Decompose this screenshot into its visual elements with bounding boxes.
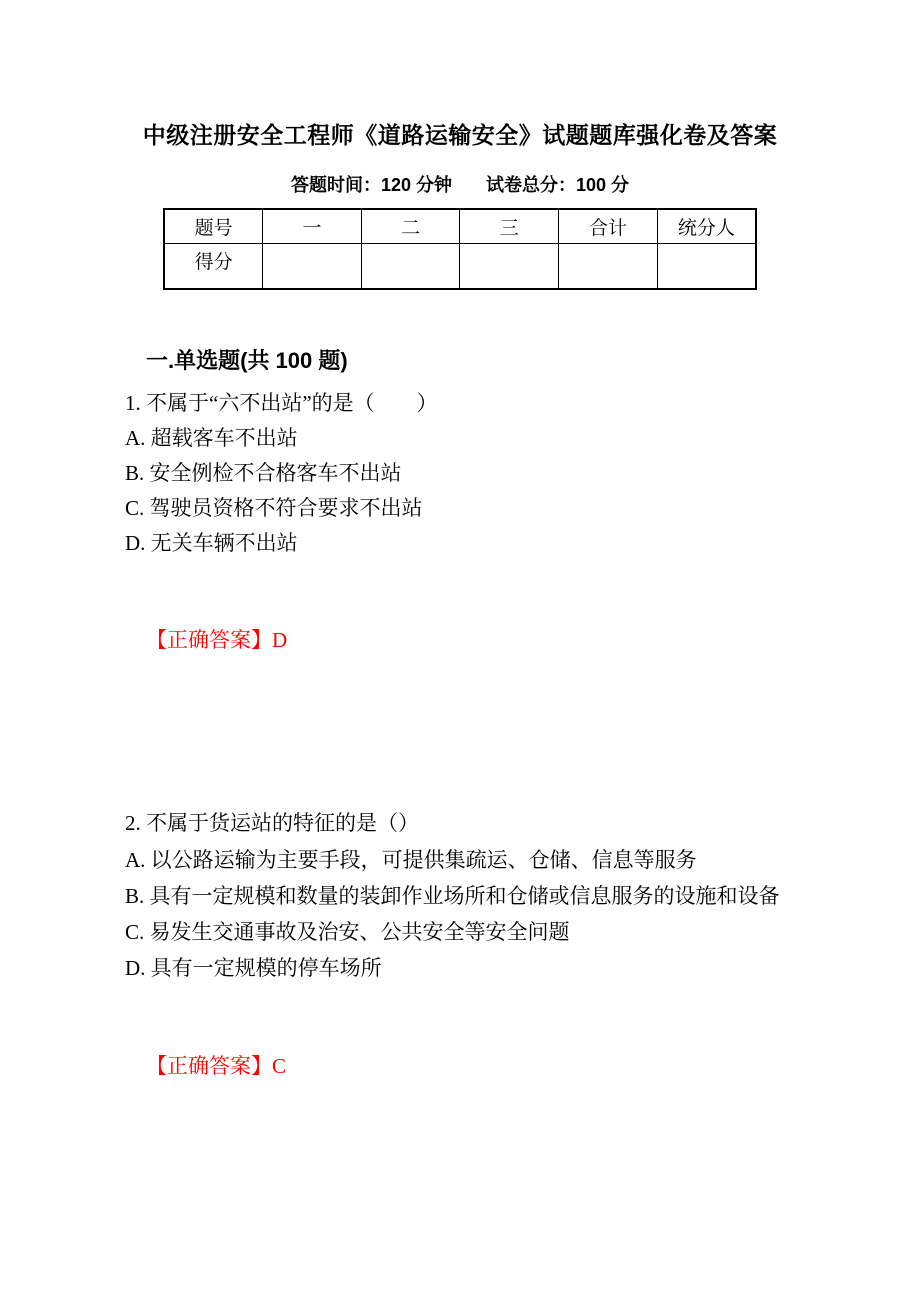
question-1-answer-line [125,606,287,675]
score-cell-total [559,244,658,290]
question-2-answer-value: C [272,1054,287,1079]
exam-meta [0,171,920,197]
score-table [163,208,757,290]
score-table-score-row [164,244,756,290]
question-2-answer-label: 【正确答案】 [146,1054,272,1079]
question-1-option-c: C. 驾驶员资格不符合要求不出站 [125,496,423,520]
score-table-header-row [164,209,756,244]
question-1-option-a: A. 超载客车不出站 [125,426,298,450]
question-2-text: 2. 不属于货运站的特征的是（） [125,811,419,835]
question-2-option-d: D. 具有一定规模的停车场所 [125,956,382,980]
question-2-option-b: B. 具有一定规模和数量的装卸作业场所和仓储或信息服务的设施和设备 [125,884,780,908]
question-2-option-a: A. 以公路运输为主要手段，可提供集疏运、仓储、信息等服务 [125,848,697,872]
question-1-answer-label: 【正确答案】 [146,628,272,653]
score-cell-part-2 [361,244,460,290]
score-table-header-part-1: 一 [263,209,362,244]
score-row-label: 得分 [164,244,263,290]
score-cell-part-1 [263,244,362,290]
question-1-answer-value: D [272,628,288,653]
score-table-header-part-3: 三 [460,209,559,244]
document-title: 中级注册安全工程师《道路运输安全》试题题库强化卷及答案 [142,122,778,148]
question-1-option-b: B. 安全例检不合格客车不出站 [125,461,402,485]
score-table-header-total: 合计 [559,209,658,244]
question-1-text: 1. 不属于“六不出站”的是（ ） [125,391,438,415]
score-table-header-scorer: 统分人 [657,209,756,244]
score-cell-part-3 [460,244,559,290]
section-heading: 一.单选题(共 100 题) [146,348,348,373]
exam-time-label: 答题时间：120 分钟 [290,175,452,195]
exam-total-score-label: 试卷总分：100 分 [486,175,630,195]
score-cell-scorer [657,244,756,290]
question-2-answer-line [125,1032,286,1101]
question-1-option-d: D. 无关车辆不出站 [125,531,298,555]
score-table-header-part-2: 二 [361,209,460,244]
score-table-header-question-no: 题号 [164,209,263,244]
question-2-option-c: C. 易发生交通事故及治安、公共安全等安全问题 [125,920,570,944]
